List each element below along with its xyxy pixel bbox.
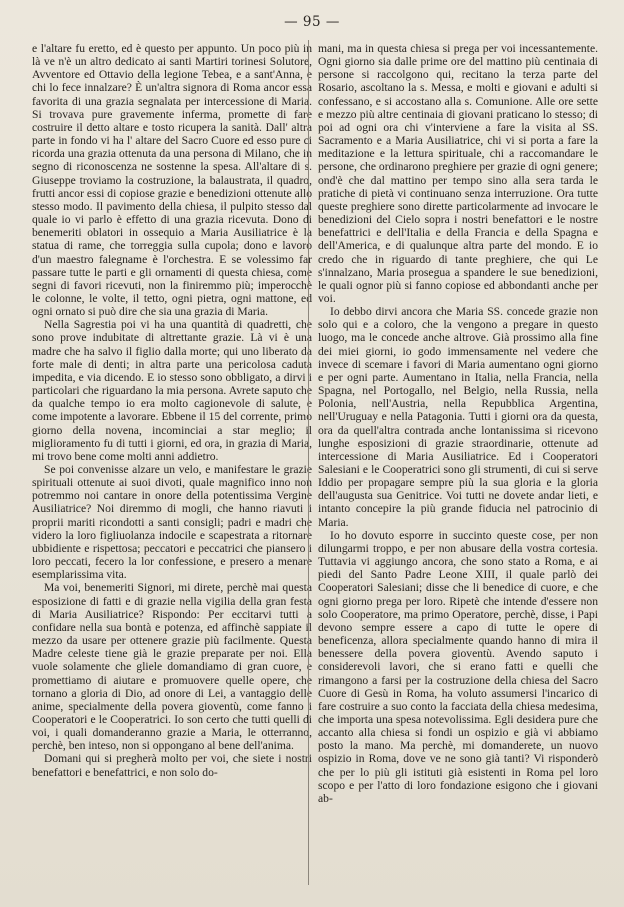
- paragraph: e l'altare fu eretto, ed è questo per appunto. Un poco più in là ve n'è un altro dedicato ai santi Martiri torinesi Solutore, Avventore ed Ottavio della legione Tebea, e a sant'Anna, e chi lo fece innalzare? È un'altra signora di Roma ancor essa favorita di una grazia segnalata per intercessione di Maria. Si trovava pure gravemente inferma, promette di fare costruire il detto altare e tosto ricupera la sanità. Dall' altra parte in fondo vi ha l' altare del Sacro Cuore ed esso pure ci ricorda una grazia ottenuta da una persona di Milano, che in segno di riconoscenza ne sostenne la spesa. All'altare di s. Giuseppe troviamo la costruzione, la balaustrata, il quadro, frutti ancor essi di copiose grazie e benedizioni ottenute allo stesso modo. Il pavimento della chiesa, il pulpito stesso dal quale io vi parlo è effetto di una grazia ricevuta. Dono di benemeriti oblatori in ossequio a Maria Ausiliatrice è la statua di rame, che torreggia sulla cupola; dono e lavoro d'un maestro falegname è l'orchestra. E se volessimo far passare tutte le parti e gli ornamenti di questa chiesa, come segni di favori ricevuti, non la finiremmo più; imperocchè le colonne, le volte, il tetto, ogni pietra, ogni mattone, ed ogni ornato si può dire che sia una grazia di Maria.: [32, 42, 312, 319]
- paragraph: Ma voi, benemeriti Signori, mi direte, perchè mai questa esposizione di fatti e di grazie nella vigilia della gran festa di Maria Ausiliatrice? Rispondo: Per eccitarvi tutti a confidare nella sua bontà e potenza, ed affinchè sappiate il mezzo da usare per ottenere grazie più facilmente. Questa Madre celeste tiene già le grazie preparate per noi. Ella vuole solamente che gliele domandiamo di gran cuore, e promettiamo di aiutare e promuovere quelle opere, che tornano a gloria di Dio, ad onore di Lei, a vantaggio delle anime, specialmente della povera gioventù, come fanno i Cooperatori e le Cooperatrici. Io son certo che tutti quelli di voi, i quali domanderanno grazie a Maria, le otterranno, perchè, ben inteso, non si oppongano al bene dell'anima.: [32, 581, 312, 753]
- column-divider: [308, 40, 309, 885]
- paragraph: Nella Sagrestia poi vi ha una quantità di quadretti, che sono prove indubitate di altrettante grazie. Là vi è una madre che ha salvo il figlio dalla morte; qui uno liberato da forte male di denti; in altra parte una pericolosa caduta impedita, e via dicendo. E io stesso sono obbligato, a dirvi i particolari che riguardano la mia persona. Avrete saputo che da qualche tempo io era molto cagionevole di salute, e come impotente a lavorare. Ebbene il 15 del corrente, primo giorno della novena, incominciai a star meglio; il miglioramento fu di tutti i giorni, ed ora, in grazia di Maria, mi trovo bene come molti anni addietro.: [32, 318, 312, 463]
- right-column: [318, 42, 598, 805]
- page-number: — 95 —: [284, 14, 340, 30]
- paragraph: Io debbo dirvi ancora che Maria SS. concede grazie non solo qui e a coloro, che la vengono a pregare in questo luogo, ma le concede anche altrove. Già prossimo alla fine dei miei giorni, io godo immensamente nel vedere che invece di scemare i favori di Maria aumentano ogni giorno e per ogni parte. Aumentano in Italia, nella Francia, nella Spagna, nel Portogallo, nel Belgio, nella Russia, nella Polonia, nell'Austria, nella Repubblica Argentina, nell'Uruguay e nella Patagonia. Tutti i giorni ora da questa, ora da quell'altra contrada anche lontanissima si ricevono lunghe esposizioni di grazie straordinarie, ottenute ad intercessione di Maria Ausiliatrice. Ed i Cooperatori Salesiani e le Cooperatrici sono gli strumenti, di cui si serve Iddio per propagare sempre più la sua gloria e la gloria dell'augusta sua Genitrice. Voi tutti ne dovete andar lieti, e intanto concepire la più grande fiducia nel patrocinio di Maria.: [318, 305, 598, 529]
- paragraph: mani, ma in questa chiesa si prega per voi incessantemente. Ogni giorno sia dalle prime ore del mattino più centinaia di persone si raccolgono qui, recitano la terza parte del Rosario, ascoltano la s. Messa, e molti e giovani e adulti si confessano, e si accostano alla s. Comunione. Alle ore sette e mezzo più altre centinaia di giovani praticano lo stesso; di poi ad ogni ora chi v'interviene a fare la visita al SS. Sacramento e a Maria Ausiliatrice, chi vi si porta a fare la meditazione e la lettura spirituale, chi a raccomandare le persone, che ordinarono preghiere per grazie di ogni genere; ond'è che dal mattino per tempo sino alla sera tarda le pratiche di pietà vi continuano senza interruzione. Ora tutte queste preghiere sono dirette particolarmente ad invocare le benedizioni del Cielo sopra i nostri benefattori e le nostre benefattrici e dell'Italia e della Francia e della Spagna e dell'America, e di qualunque altra parte del mondo. E io credo che in riguardo di tante preghiere, che qui Le s'innalzano, Maria prosegua a spandere le sue benedizioni, le quali ognor più si fanno copiose ed abbondanti anche per voi.: [318, 42, 598, 305]
- paragraph: Io ho dovuto esporre in succinto queste cose, per non dilungarmi troppo, e per non abusare della vostra cortesia. Tuttavia vi aggiungo ancora, che sono stato a Roma, e ai piedi del Santo Padre Leone XIII, il quale parlò dei Cooperatori Salesiani; disse che li benedice di cuore, e che ogni giorno prega per loro. Ripetè che intende d'essere non solo Cooperatore, ma primo Operatore, perchè, disse, i Papi devono sempre essere a capo di tutte le opere di beneficenza, allora specialmente quando hanno di mira il benessere della povera gioventù. Avendo saputo i considerevoli lavori, che si erano fatti e quelli che rimangono a farsi per la costruzione della chiesa del Sacro Cuore di Gesù in Roma, ha voluto assumersi l'incarico di fare costruire a suo conto la facciata della chiesa medesima, che importa una spesa notevolissima. Egli desidera pure che accanto alla chiesa si fondi un ospizio e già vi abbiamo posto la mano. Ma perchè, mi domanderete, un nuovo ospizio in Roma, dove ve ne sono già tanti? Vi risponderò che per lo più gli istituti già esistenti in Roma pel loro scopo e per l'atto di loro fondazione esigono che i giovani ab-: [318, 528, 598, 805]
- paragraph: Domani qui si pregherà molto per voi, che siete i nostri benefattori e benefattrici, e non solo do-: [32, 752, 312, 779]
- paragraph: Se poi convenisse alzare un velo, e manifestare le grazie spirituali ottenute ai suoi divoti, quale magnifico inno non potremmo noi cantare in onore della potentissima Vergine Ausiliatrice? Noi diremmo di mogli, che hanno riavuti i proprii mariti ricondotti a santi consigli; padri e madri che videro la loro figliuolanza indocile e scapestrata a ritornare ubbidiente e rispettosa; peccatori e peccatrici che piansero i loro peccati, fecero la lor confessione, e presero a menare esemplarissima vita.: [32, 463, 312, 582]
- left-column: [32, 42, 312, 779]
